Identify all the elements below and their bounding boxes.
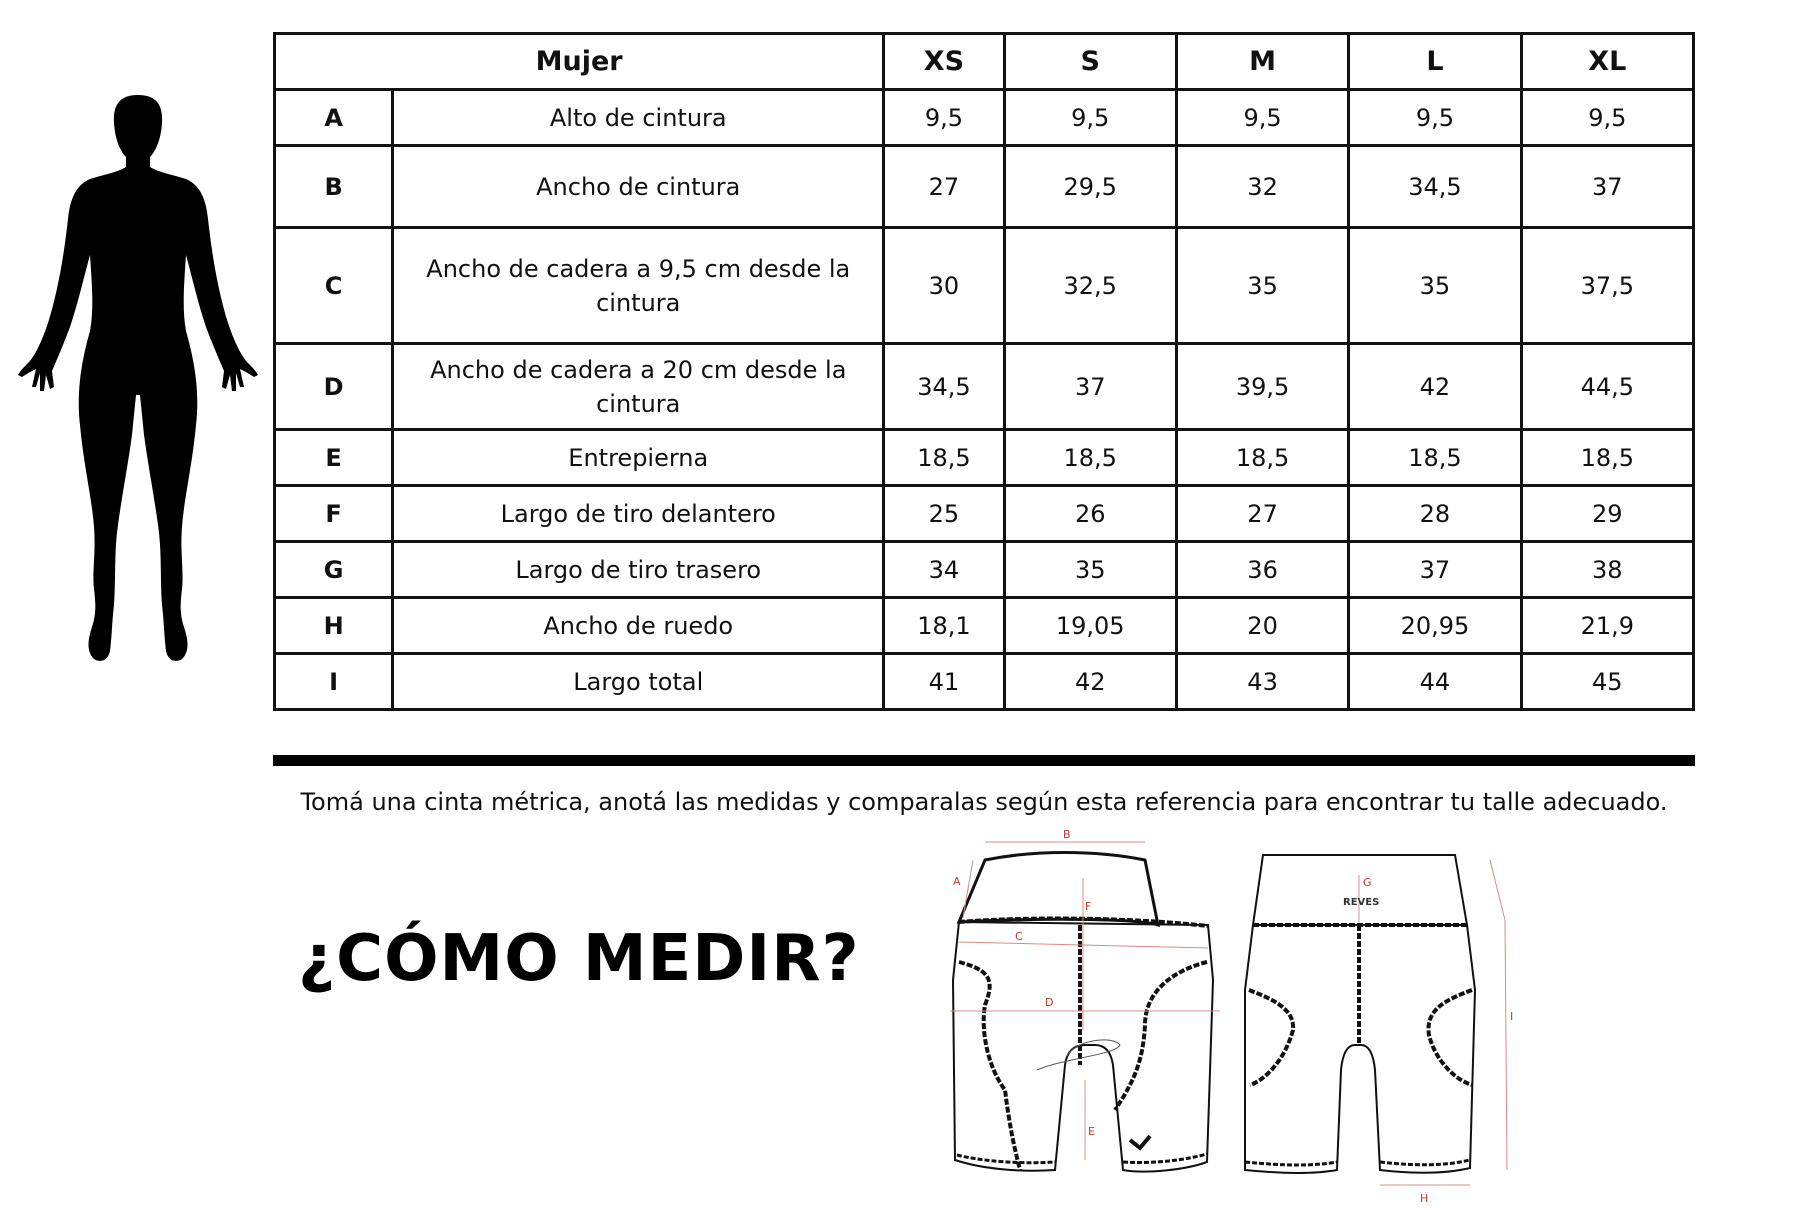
header-mujer: Mujer bbox=[275, 34, 884, 90]
size-value-cell: 38 bbox=[1521, 542, 1693, 598]
size-value-cell: 41 bbox=[884, 654, 1004, 710]
size-value-cell: 34 bbox=[884, 542, 1004, 598]
size-value-cell: 18,5 bbox=[1521, 430, 1693, 486]
size-value-cell: 35 bbox=[1004, 542, 1176, 598]
diagram-label-d: D bbox=[1045, 996, 1054, 1009]
size-value-cell: 26 bbox=[1004, 486, 1176, 542]
size-value-cell: 20,95 bbox=[1349, 598, 1521, 654]
row-letter: F bbox=[275, 486, 393, 542]
size-value-cell: 28 bbox=[1349, 486, 1521, 542]
table-row bbox=[275, 344, 1694, 430]
woman-silhouette-icon bbox=[18, 95, 258, 665]
table-row bbox=[275, 90, 1694, 146]
table-row bbox=[275, 430, 1694, 486]
row-letter: G bbox=[275, 542, 393, 598]
row-measure-name: Largo de tiro delantero bbox=[393, 486, 884, 542]
table-header-row bbox=[275, 34, 1694, 90]
size-value-cell: 27 bbox=[884, 146, 1004, 228]
section-divider bbox=[273, 755, 1695, 766]
row-measure-name: Alto de cintura bbox=[393, 90, 884, 146]
diagram-label-b: B bbox=[1063, 830, 1071, 841]
row-measure-name: Largo de tiro trasero bbox=[393, 542, 884, 598]
diagram-label-c: C bbox=[1015, 930, 1023, 943]
size-value-cell: 32 bbox=[1176, 146, 1348, 228]
size-value-cell: 37 bbox=[1004, 344, 1176, 430]
size-value-cell: 34,5 bbox=[884, 344, 1004, 430]
table-row bbox=[275, 598, 1694, 654]
size-value-cell: 42 bbox=[1349, 344, 1521, 430]
size-value-cell: 20 bbox=[1176, 598, 1348, 654]
size-value-cell: 19,05 bbox=[1004, 598, 1176, 654]
size-value-cell: 18,1 bbox=[884, 598, 1004, 654]
row-measure-name: Entrepierna bbox=[393, 430, 884, 486]
size-value-cell: 34,5 bbox=[1349, 146, 1521, 228]
table-row bbox=[275, 486, 1694, 542]
size-value-cell: 37 bbox=[1521, 146, 1693, 228]
size-value-cell: 30 bbox=[884, 228, 1004, 344]
diagram-label-i: I bbox=[1510, 1010, 1514, 1023]
table-row bbox=[275, 146, 1694, 228]
size-value-cell: 37 bbox=[1349, 542, 1521, 598]
size-value-cell: 9,5 bbox=[1004, 90, 1176, 146]
row-measure-name: Ancho de ruedo bbox=[393, 598, 884, 654]
row-letter: D bbox=[275, 344, 393, 430]
diagram-label-f: F bbox=[1085, 900, 1092, 913]
size-value-cell: 9,5 bbox=[1176, 90, 1348, 146]
back-measurement-lines bbox=[1359, 860, 1507, 1185]
size-value-cell: 36 bbox=[1176, 542, 1348, 598]
size-value-cell: 37,5 bbox=[1521, 228, 1693, 344]
size-value-cell: 27 bbox=[1176, 486, 1348, 542]
size-value-cell: 29 bbox=[1521, 486, 1693, 542]
diagram-label-e: E bbox=[1088, 1125, 1095, 1138]
row-measure-name: Ancho de cintura bbox=[393, 146, 884, 228]
row-letter: A bbox=[275, 90, 393, 146]
size-value-cell: 44 bbox=[1349, 654, 1521, 710]
size-value-cell: 25 bbox=[884, 486, 1004, 542]
row-measure-name: Ancho de cadera a 9,5 cm desde la cintura bbox=[393, 228, 884, 344]
size-value-cell: 9,5 bbox=[1521, 90, 1693, 146]
size-value-cell: 44,5 bbox=[1521, 344, 1693, 430]
size-value-cell: 18,5 bbox=[1004, 430, 1176, 486]
size-chart-table bbox=[273, 32, 1695, 711]
how-to-measure-title: ¿CÓMO MEDIR? bbox=[298, 922, 860, 996]
table-row bbox=[275, 654, 1694, 710]
front-measurement-lines bbox=[950, 842, 1220, 1160]
size-value-cell: 35 bbox=[1349, 228, 1521, 344]
header-size-m: M bbox=[1176, 34, 1348, 90]
shorts-measurement-diagram bbox=[945, 830, 1565, 1210]
size-value-cell: 39,5 bbox=[1176, 344, 1348, 430]
diagram-label-h: H bbox=[1420, 1192, 1429, 1205]
row-letter: I bbox=[275, 654, 393, 710]
size-value-cell: 45 bbox=[1521, 654, 1693, 710]
row-letter: E bbox=[275, 430, 393, 486]
header-size-xs: XS bbox=[884, 34, 1004, 90]
row-letter: B bbox=[275, 146, 393, 228]
measure-instructions: Tomá una cinta métrica, anotá las medidas y comparalas según esta referencia para encontrar tu talle adecuado. bbox=[300, 788, 1668, 816]
table-row bbox=[275, 542, 1694, 598]
size-value-cell: 29,5 bbox=[1004, 146, 1176, 228]
size-value-cell: 35 bbox=[1176, 228, 1348, 344]
header-size-s: S bbox=[1004, 34, 1176, 90]
table-row bbox=[275, 228, 1694, 344]
size-value-cell: 9,5 bbox=[884, 90, 1004, 146]
size-value-cell: 18,5 bbox=[1349, 430, 1521, 486]
row-letter: C bbox=[275, 228, 393, 344]
size-value-cell: 18,5 bbox=[1176, 430, 1348, 486]
size-value-cell: 32,5 bbox=[1004, 228, 1176, 344]
size-value-cell: 21,9 bbox=[1521, 598, 1693, 654]
size-value-cell: 18,5 bbox=[884, 430, 1004, 486]
size-value-cell: 9,5 bbox=[1349, 90, 1521, 146]
header-size-l: L bbox=[1349, 34, 1521, 90]
row-measure-name: Largo total bbox=[393, 654, 884, 710]
diagram-label-a: A bbox=[953, 875, 961, 888]
diagram-label-g: G bbox=[1363, 876, 1372, 889]
row-letter: H bbox=[275, 598, 393, 654]
brand-logo: REVES bbox=[1343, 897, 1380, 908]
size-value-cell: 42 bbox=[1004, 654, 1176, 710]
size-value-cell: 43 bbox=[1176, 654, 1348, 710]
header-size-xl: XL bbox=[1521, 34, 1693, 90]
row-measure-name: Ancho de cadera a 20 cm desde la cintura bbox=[393, 344, 884, 430]
